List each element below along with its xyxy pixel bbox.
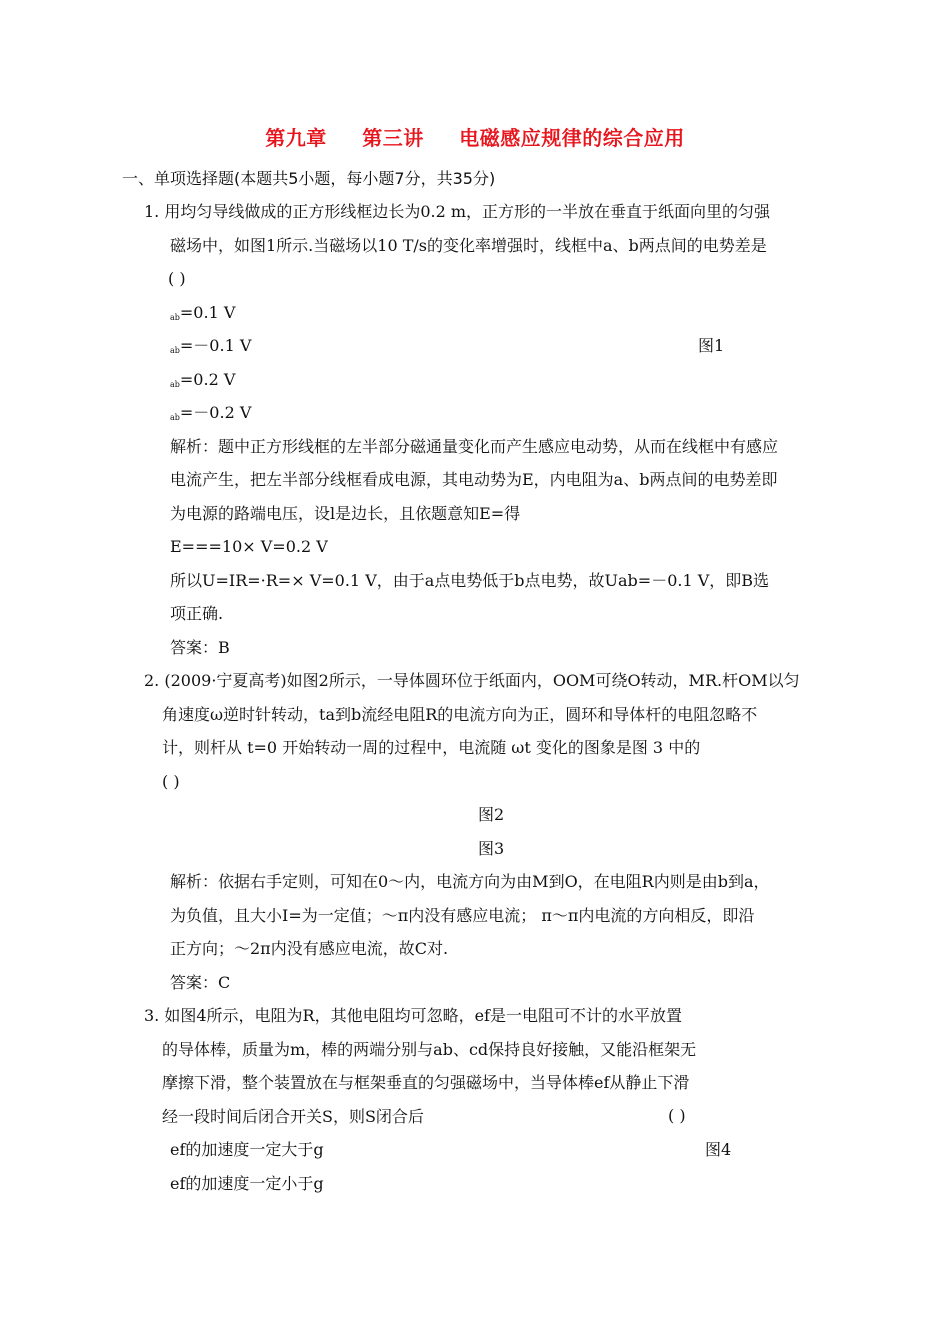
q1-paren: ( ) xyxy=(168,269,186,288)
q2-answer: 答案：C xyxy=(170,973,231,992)
figure-1-label: 图1 xyxy=(698,336,725,355)
figure-4-label: 图4 xyxy=(705,1140,732,1159)
q2-explanation-2: 为负值，且大小I=为一定值；～π内没有感应电流； π～π内电流的方向相反，即沿 xyxy=(170,906,755,925)
figure-3-label: 图3 xyxy=(478,839,505,858)
q1-explanation-3: 为电源的路端电压，设l是边长，且依题意知E=得 xyxy=(170,504,521,523)
option-subscript: ab xyxy=(170,413,180,422)
option-c-text: =0.2 V xyxy=(179,370,236,389)
lecture-label: 第三讲 xyxy=(362,126,424,150)
q1-answer: 答案：B xyxy=(170,638,230,657)
q3-option-a: ef的加速度一定大于g xyxy=(170,1140,324,1159)
q3-option-b: ef的加速度一定小于g xyxy=(170,1174,324,1193)
q1-explanation-4: E===10× V=0.2 V xyxy=(170,537,328,556)
q3-line3: 摩擦下滑，整个装置放在与框架垂直的匀强磁场中，当导体棒ef从静止下滑 xyxy=(162,1073,690,1092)
q2-paren: ( ) xyxy=(162,772,180,791)
q1-explanation-2: 电流产生，把左半部分线框看成电源，其电动势为E，内电阻为a、b两点间的电势差即 xyxy=(170,470,778,489)
q1-option-c xyxy=(170,369,235,396)
q1-line1: 1. 用均匀导线做成的正方形线框边长为0.2 m，正方形的一半放在垂直于纸面向里的匀强 xyxy=(144,202,771,221)
q1-explanation-6: 项正确. xyxy=(170,604,224,623)
option-subscript: ab xyxy=(170,380,180,389)
section-heading: 一、单项选择题(本题共5小题，每小题7分，共35分) xyxy=(122,169,496,188)
page-title xyxy=(0,122,950,151)
q2-explanation-1: 解析：依据右手定则，可知在0～内，电流方向为由M到O，在电阻R内则是由b到a， xyxy=(170,872,770,891)
q2-explanation-3: 正方向；～2π内没有感应电流，故C对. xyxy=(170,939,449,958)
q1-explanation-1: 解析：题中正方形线框的左半部分磁通量变化而产生感应电动势，从而在线框中有感应 xyxy=(170,437,779,456)
topic-label: 电磁感应规律的综合应用 xyxy=(459,126,685,150)
option-a-text: =0.1 V xyxy=(179,303,236,322)
chapter-label: 第九章 xyxy=(265,126,327,150)
q1-option-b xyxy=(170,335,251,362)
q1-explanation-5: 所以U=IR=·R=× V=0.1 V，由于a点电势低于b点电势，故Uab=－0.1 V，即B选 xyxy=(170,571,770,590)
q3-paren: ( ) xyxy=(668,1106,686,1125)
q3-line1: 3. 如图4所示，电阻为R，其他电阻均可忽略，ef是一电阻可不计的水平放置 xyxy=(144,1006,682,1025)
option-subscript: ab xyxy=(170,346,180,355)
q2-line3: 计，则杆从 t=0 开始转动一周的过程中，电流随 ωt 变化的图象是图 3 中的 xyxy=(162,738,701,757)
q3-line4: 经一段时间后闭合开关S，则S闭合后 xyxy=(162,1107,424,1126)
q1-line2: 磁场中，如图1所示.当磁场以10 T/s的变化率增强时，线框中a、b两点间的电势差是 xyxy=(170,236,767,255)
q2-line2: 角速度ω逆时针转动，ta到b流经电阻R的电流方向为正，圆环和导体杆的电阻忽略不 xyxy=(162,705,758,724)
q2-line1: 2. (2009·宁夏高考)如图2所示，一导体圆环位于纸面内，OOM可绕O转动，MR.杆OM以匀 xyxy=(144,671,800,690)
figure-2-label: 图2 xyxy=(478,805,505,824)
q3-line2: 的导体棒，质量为m，棒的两端分别与ab、cd保持良好接触，又能沿框架无 xyxy=(162,1040,697,1059)
option-d-text: =－0.2 V xyxy=(179,403,252,422)
option-b-text: =－0.1 V xyxy=(179,336,252,355)
q1-option-a xyxy=(170,302,235,329)
q1-option-d xyxy=(170,402,251,429)
option-subscript: ab xyxy=(170,313,180,322)
